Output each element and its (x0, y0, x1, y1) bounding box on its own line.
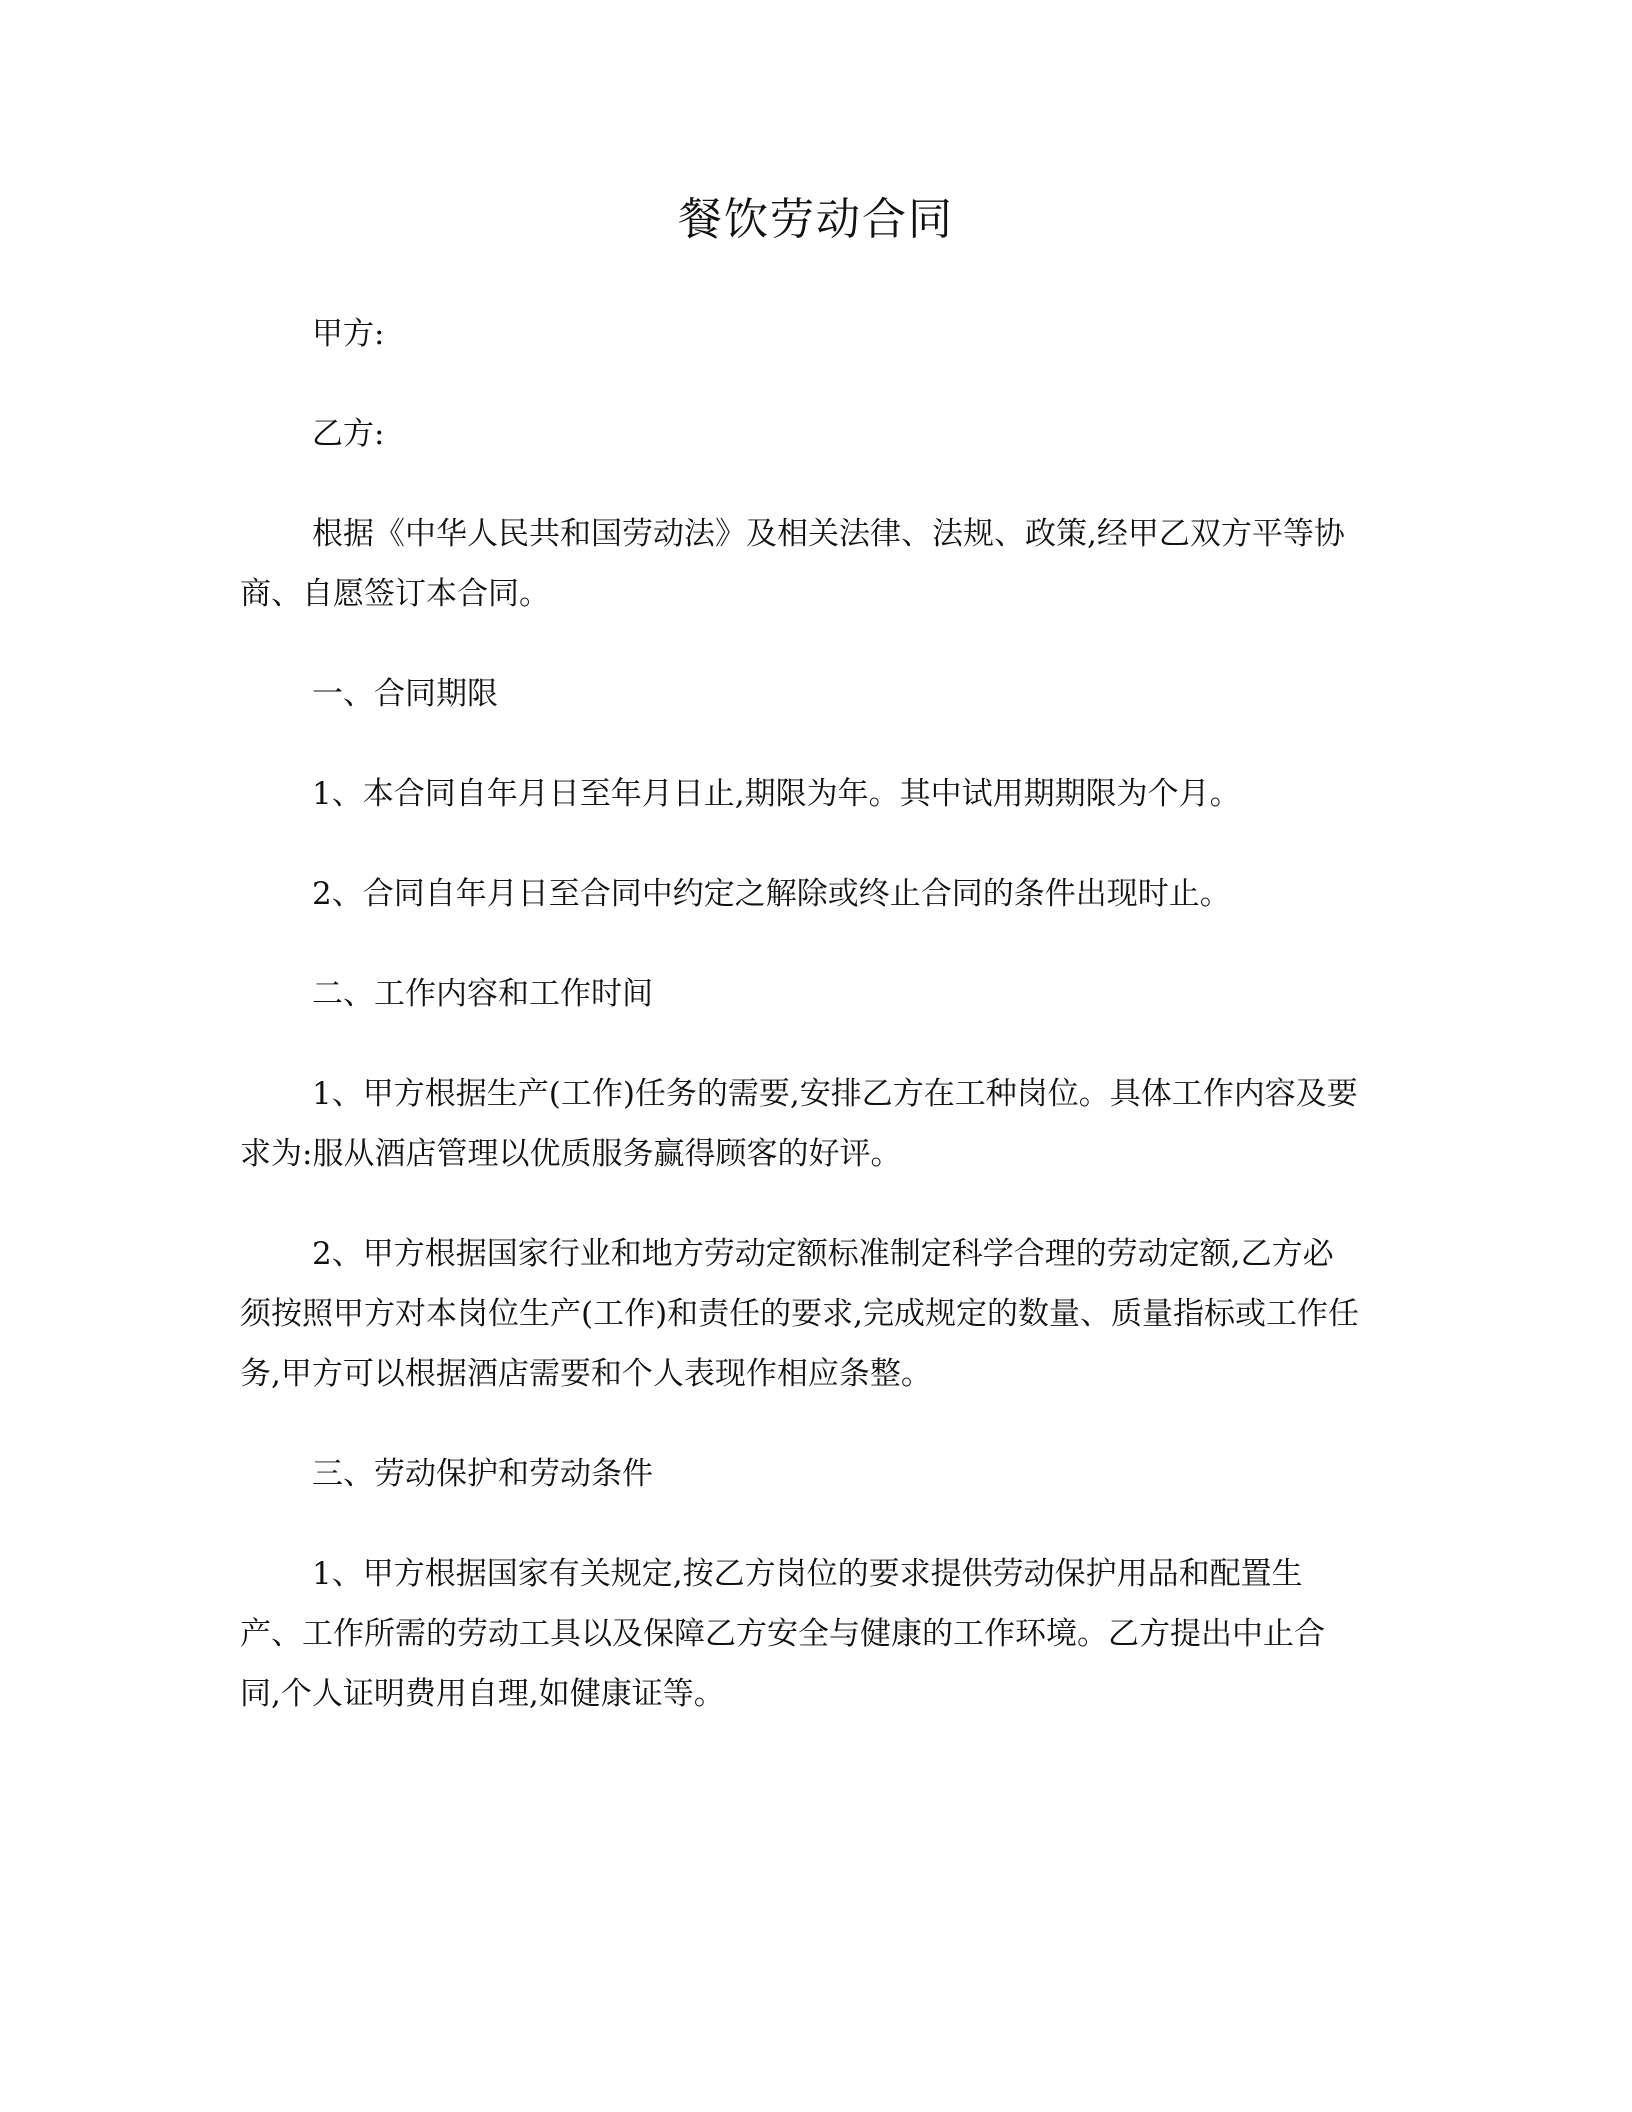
section-heading-labor-protection: 三、劳动保护和劳动条件 (312, 1456, 653, 1492)
section-heading-contract-term: 一、合同期限 (312, 676, 498, 712)
party-b-line: 乙方: (312, 416, 385, 452)
work-clause-1: 1、甲方根据生产(工作)任务的需要,安排乙方在工种岗位。具体工作内容及要求为:服从酒店管理以优质服务赢得顾客的好评。 (240, 1076, 1358, 1172)
preamble-paragraph: 根据《中华人民共和国劳动法》及相关法律、法规、政策,经甲乙双方平等协商、自愿签订本合同。 (240, 516, 1345, 612)
section-heading-work-content: 二、工作内容和工作时间 (312, 976, 653, 1012)
protection-clause-1: 1、甲方根据国家有关规定,按乙方岗位的要求提供劳动保护用品和配置生产、工作所需的劳动工具以及保障乙方安全与健康的工作环境。乙方提出中止合同,个人证明费用自理,如健康证等。 (240, 1556, 1325, 1712)
party-a-line: 甲方: (312, 316, 385, 352)
work-clause-2: 2、甲方根据国家行业和地方劳动定额标准制定科学合理的劳动定额,乙方必须按照甲方对本岗位生产(工作)和责任的要求,完成规定的数量、质量指标或工作任务,甲方可以根据酒店需要和个人表现作相应条整。 (240, 1236, 1360, 1392)
term-clause-1: 1、本合同自年月日至年月日止,期限为年。其中试用期期限为个月。 (312, 776, 1241, 812)
document-title: 餐饮劳动合同 (678, 194, 954, 245)
term-clause-2: 2、合同自年月日至合同中约定之解除或终止合同的条件出现时止。 (312, 876, 1231, 912)
